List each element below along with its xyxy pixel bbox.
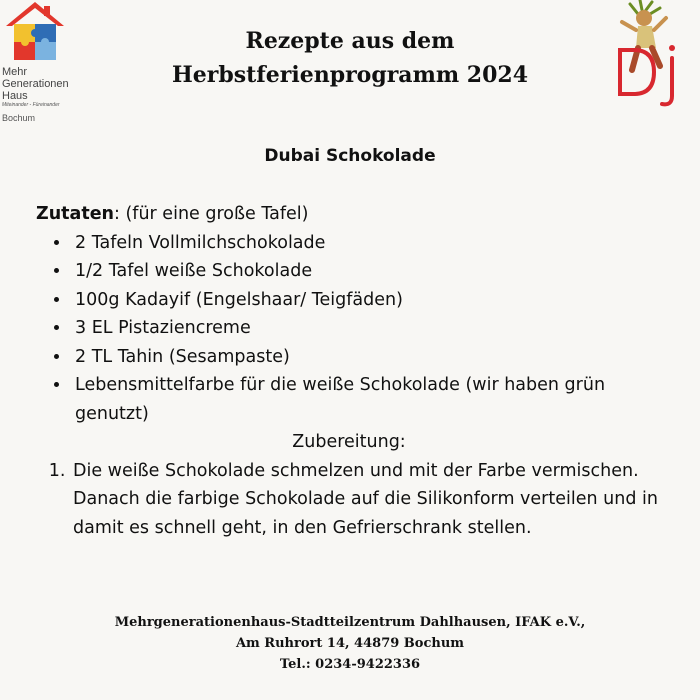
ingredient-item: • 2 TL Tahin (Sesampaste): [71, 343, 676, 372]
mgh-logo-tagline: Miteinander - Füreinander: [2, 102, 60, 108]
ingredient-item: • 1/2 Tafel weiße Schokolade: [71, 257, 676, 286]
title-line1: Rezepte aus dem: [245, 28, 455, 54]
page-title: [120, 24, 580, 92]
recipe-name: Dubai Schokolade: [264, 146, 436, 166]
footer-line2: Am Ruhrort 14, 44879 Bochum: [235, 636, 465, 651]
title-line2: Herbstferienprogramm 2024: [171, 62, 529, 88]
ingredient-item: • 100g Kadayif (Engelshaar/ Teigfäden): [71, 286, 676, 315]
dancer-figure-icon: [608, 0, 698, 110]
footer-phone: Tel.: 0234-9422336: [279, 657, 421, 672]
ingredient-item: • 3 EL Pistaziencreme: [71, 314, 676, 343]
footer-address: [0, 612, 700, 675]
recipe-content: [36, 200, 676, 542]
ingredients-list: [36, 229, 676, 429]
mgh-logo-line3: Haus: [2, 90, 28, 102]
ingredients-label: Zutaten: [36, 204, 115, 224]
mgh-logo-line2: Generationen: [2, 78, 69, 90]
ingredient-item: • 2 Tafeln Vollmilchschokolade: [71, 229, 676, 258]
house-puzzle-icon: [4, 0, 66, 64]
dj-logo: [608, 0, 698, 110]
preparation-heading: Zubereitung:: [292, 432, 406, 452]
mgh-logo-line1: Mehr: [2, 66, 28, 78]
mgh-logo-text: [2, 66, 69, 125]
ingredients-note: : (für eine große Tafel): [114, 204, 309, 224]
mgh-logo: [0, 0, 110, 135]
preparation-step: 1. Die weiße Schokolade schmelzen und mit der Farbe vermischen. Danach die farbige Schokolade auf die Silikonform verteilen und in damit es schnell geht, in den Gefrierschrank stellen.: [71, 457, 676, 543]
ingredients-heading: [36, 200, 676, 229]
preparation-steps: [36, 457, 676, 543]
footer-line1: Mehrgenerationenhaus-Stadtteilzentrum Dahlhausen, IFAK e.V.,: [114, 615, 586, 630]
mgh-logo-city: Bochum: [2, 113, 36, 123]
ingredient-item: • Lebensmittelfarbe für die weiße Schokolade (wir haben grün genutzt): [71, 371, 676, 428]
